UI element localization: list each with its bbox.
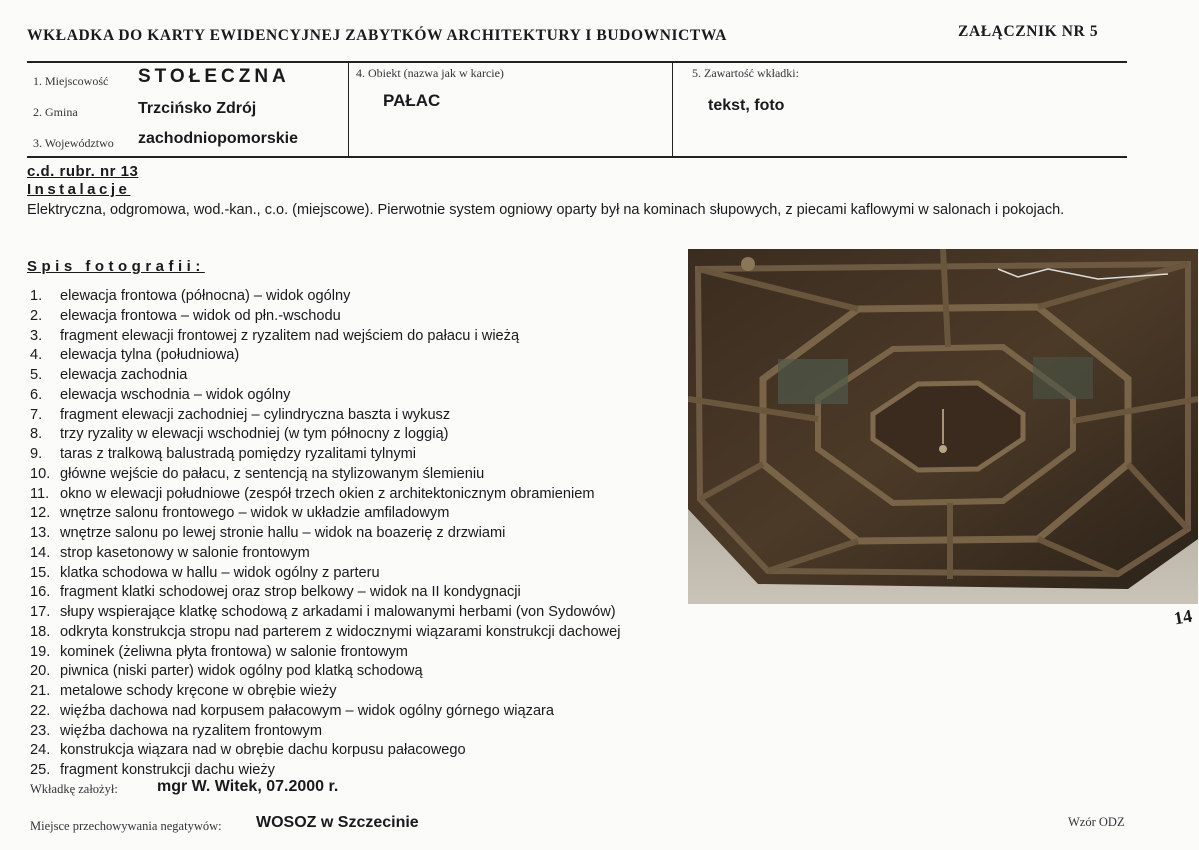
photo-list-item — [30, 524, 620, 544]
form-divider-2 — [672, 62, 673, 157]
photo-list-number: 22. — [30, 702, 51, 719]
photo-list-number: 7. — [30, 406, 43, 423]
photo-list-text: fragment konstrukcji dachu wieży — [60, 762, 275, 778]
photo-list-item — [30, 465, 620, 485]
photo-list-number: 19. — [30, 643, 51, 660]
instalacje-heading: Instalacje — [27, 181, 131, 198]
photo-list-item — [30, 544, 620, 564]
photo-list-text: więźba dachowa nad korpusem pałacowym – widok ogólny górnego wiązara — [60, 702, 555, 719]
photo-list-number: 4. — [30, 347, 43, 364]
instalacje-text: Elektryczna, odgromowa, wod.-kan., c.o. (miejscowe). Pierwotnie system ogniowy oparty był na kominach słupowych, z piecami kaflowymi w salonach i pokojach. — [27, 202, 1065, 218]
photo-list-text: główne wejście do pałacu, z sentencją na stylizowanym ślemieniu — [60, 465, 485, 482]
photo-list-item — [30, 366, 620, 386]
photo-list-item — [30, 583, 620, 603]
photo-list-number: 23. — [30, 722, 51, 739]
photo-list-number: 13. — [30, 525, 51, 541]
photo-list-number: 6. — [30, 386, 43, 403]
photo-list-item — [30, 623, 620, 643]
author-label: Wkładkę założył: — [30, 782, 118, 796]
photo-list-text: słupy wspierające klatkę schodową z arkadami i malowanymi herbami (von Sydowów) — [60, 604, 616, 620]
photo-list-item — [30, 643, 620, 663]
photo-list-item — [30, 346, 620, 366]
photo-list-text: konstrukcja wiązara nad w obrębie dachu korpusu pałacowego — [60, 742, 466, 759]
rubric-ref: c.d. rubr. nr 13 — [27, 163, 139, 180]
storage-label: Miejsce przechowywania negatywów: — [30, 819, 222, 833]
photo-list-text: taras z tralkową balustradą pomiędzy ryzalitami tylnymi — [60, 446, 417, 462]
photo-list-item — [30, 307, 620, 327]
photo-list-item — [30, 603, 620, 623]
photo-list-text: okno w elewacji południowe (zespół trzech okien z architektonicznym obramieniem — [60, 485, 595, 502]
photo-list-text: strop kasetonowy w salonie frontowym — [60, 544, 310, 561]
photo-list-text: metalowe schody kręcone w obrębie wieży — [60, 683, 337, 699]
form-top-rule — [27, 61, 1127, 63]
form-divider-1 — [348, 62, 349, 157]
photo-list-text: fragment elewacji zachodniej – cylindryczna baszta i wykusz — [60, 406, 451, 423]
page-number: 14 — [1172, 605, 1194, 629]
photo-list-text: trzy ryzality w elewacji wschodniej (w tym północny z loggią) — [60, 426, 449, 443]
photo-list-number: 18. — [30, 623, 51, 640]
photo-list — [30, 287, 620, 781]
photo-list-item — [30, 504, 620, 524]
coffered-ceiling-photo — [688, 249, 1198, 604]
photo-list-number: 24. — [30, 742, 51, 759]
miejscowosc-label: 1. Miejscowość — [33, 74, 109, 88]
photo-list-number: 15. — [30, 564, 51, 581]
obiekt-value: PAŁAC — [383, 91, 441, 110]
photo-list-number: 21. — [30, 683, 51, 699]
photo-list-text: więźba dachowa na ryzalitem frontowym — [60, 722, 322, 739]
photo-list-item — [30, 722, 620, 742]
photo-list-number: 25. — [30, 762, 51, 778]
photo-list-item — [30, 564, 620, 584]
photo-list-item — [30, 425, 620, 445]
photo-list-text: wnętrze salonu po lewej stronie hallu – widok na boazerię z drzwiami — [60, 525, 506, 541]
annex-number: ZAŁĄCZNIK NR 5 — [958, 23, 1099, 40]
photo-list-item — [30, 702, 620, 722]
form-id: Wzór ODZ — [1068, 815, 1125, 829]
wojewodztwo-label: 3. Województwo — [33, 136, 114, 150]
photo-list-number: 5. — [30, 367, 43, 383]
photo-list-number: 20. — [30, 663, 51, 680]
photo-list-number: 17. — [30, 604, 51, 620]
photo-list-text: elewacja wschodnia – widok ogólny — [60, 386, 291, 403]
photo-list-item — [30, 406, 620, 426]
photo-list-item — [30, 485, 620, 505]
miejscowosc-value: STOŁECZNA — [138, 66, 290, 87]
photo-list-item — [30, 386, 620, 406]
photo-list-number: 3. — [30, 327, 43, 344]
photo-list-number: 14. — [30, 544, 51, 561]
card-title: WKŁADKA DO KARTY EWIDENCYJNEJ ZABYTKÓW ARCHITEKTURY I BUDOWNICTWA — [27, 27, 728, 44]
photo-list-number: 11. — [30, 485, 50, 502]
photo-list-text: elewacja frontowa (północna) – widok ogólny — [60, 288, 351, 304]
photo-list-text: elewacja tylna (południowa) — [60, 347, 240, 364]
photo-list-text: fragment elewacji frontowej z ryzalitem nad wejściem do pałacu i wieżą — [60, 327, 520, 344]
author-value: mgr W. Witek, 07.2000 r. — [157, 778, 339, 795]
photo-list-number: 8. — [30, 426, 43, 443]
photo-list-number: 9. — [30, 446, 43, 462]
photo-list-item — [30, 287, 620, 307]
gmina-value: Trzcińsko Zdrój — [138, 100, 257, 117]
photo-list-number: 1. — [30, 288, 43, 304]
photo-list-item — [30, 327, 620, 347]
photo-list-number: 12. — [30, 505, 51, 522]
zawartosc-label: 5. Zawartość wkładki: — [692, 66, 799, 80]
photo-list-number: 2. — [30, 307, 43, 324]
gmina-label: 2. Gmina — [33, 105, 78, 119]
photo-list-heading: Spis fotografii: — [27, 258, 205, 275]
photo-list-text: elewacja frontowa – widok od płn.-wschodu — [60, 307, 341, 324]
photo-list-text: odkryta konstrukcja stropu nad parterem z widocznymi wiązarami konstrukcji dachowej — [60, 623, 621, 640]
photo-list-text: fragment klatki schodowej oraz strop belkowy – widok na II kondygnacji — [60, 584, 521, 601]
photo-list-item — [30, 445, 620, 465]
zawartosc-value: tekst, foto — [708, 97, 785, 114]
photo-list-item — [30, 741, 620, 761]
photo-list-item — [30, 682, 620, 702]
photo-list-item — [30, 662, 620, 682]
photo-list-number: 16. — [30, 584, 51, 601]
photo-list-number: 10. — [30, 465, 51, 482]
storage-value: WOSOZ w Szczecinie — [256, 814, 419, 831]
photo-list-text: piwnica (niski parter) widok ogólny pod klatką schodową — [60, 663, 423, 680]
wojewodztwo-value: zachodniopomorskie — [138, 130, 299, 147]
photo-list-text: klatka schodowa w hallu – widok ogólny z parteru — [60, 564, 380, 581]
photo-list-text: wnętrze salonu frontowego – widok w układzie amfiladowym — [60, 505, 450, 522]
obiekt-label: 4. Obiekt (nazwa jak w karcie) — [356, 66, 504, 80]
form-bottom-rule — [27, 156, 1127, 158]
photo-list-text: elewacja zachodnia — [60, 367, 188, 383]
photo-list-text: kominek (żeliwna płyta frontowa) w salonie frontowym — [60, 643, 408, 660]
